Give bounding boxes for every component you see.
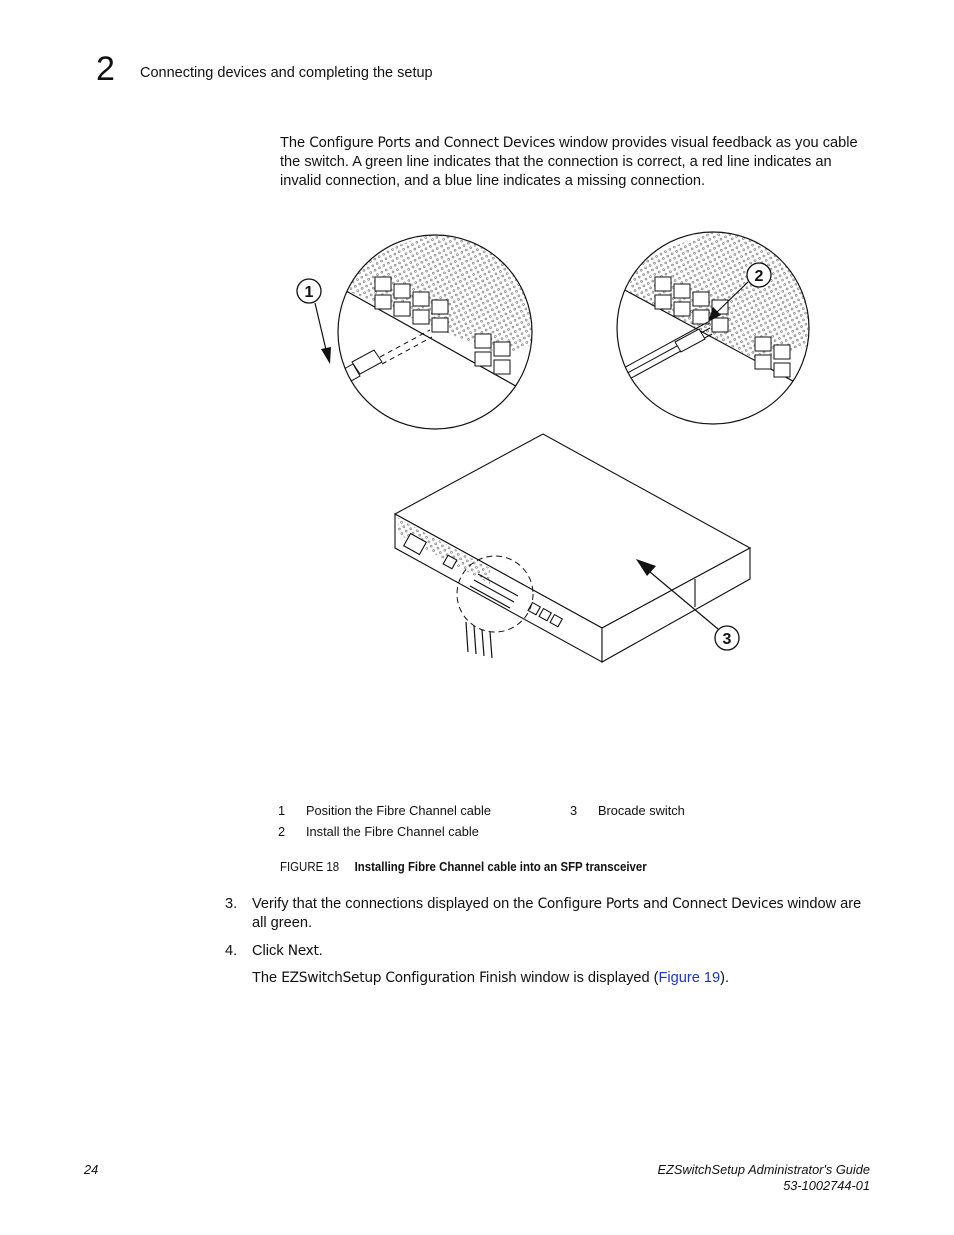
step-text: Click Next. (252, 943, 323, 959)
ui-window-name: Configure Ports and Connect Devices (309, 135, 556, 151)
step-item (225, 942, 870, 961)
figure-illustration (290, 222, 820, 672)
footer-doc-info (658, 1162, 871, 1193)
step-text: Verify that the connections displayed on the Configure Ports and Connect Devices window are all green. (252, 896, 862, 932)
callout-2-number: 2 (754, 268, 764, 285)
figure-caption-label: FIGURE 18 (280, 859, 340, 874)
page-number: 24 (84, 1162, 99, 1177)
step-number: 4. (225, 943, 238, 959)
figure-legend-left (278, 800, 491, 842)
legend-item: 1 Position the Fibre Channel cable (278, 803, 491, 818)
callout-1-number: 1 (304, 284, 314, 301)
legend-item: 2 Install the Fibre Channel cable (278, 824, 479, 839)
figure-caption-text: Installing Fibre Channel cable into an SFP transceiver (354, 859, 647, 874)
figure-legend-right (570, 800, 685, 821)
callout-3-number: 3 (722, 631, 732, 648)
intro-suffix: window provides visual feedback as you cable the switch. A green line indicates that the connection is correct, a red line indicates an invalid connection, and a blue line indicates a missing connection. (280, 135, 858, 190)
ui-button-name: Next (287, 943, 319, 959)
doc-number: 53-1002744-01 (783, 1177, 870, 1193)
guide-title: EZSwitchSetup Administrator's Guide (657, 1162, 870, 1177)
intro-prefix: The (280, 135, 310, 151)
intro-paragraph (280, 134, 870, 192)
detail-circle-position (290, 222, 580, 429)
callout-1 (297, 279, 331, 364)
figure-caption (280, 859, 647, 874)
step-item (225, 895, 870, 933)
chapter-title: Connecting devices and completing the setup (140, 65, 433, 81)
figure-19-link[interactable]: Figure 19 (658, 970, 721, 986)
legend-item: 3 Brocade switch (570, 803, 685, 818)
chapter-number: 2 (96, 50, 115, 88)
detail-circle-install (610, 222, 820, 424)
step-number: 3. (225, 896, 238, 912)
switch-illustration (395, 434, 750, 662)
ui-window-name: EZSwitchSetup Configuration Finish (281, 970, 517, 986)
result-paragraph: The EZSwitchSetup Configuration Finish window is displayed (Figure 19). (252, 970, 730, 986)
ui-window-name: Configure Ports and Connect Devices (537, 896, 784, 912)
